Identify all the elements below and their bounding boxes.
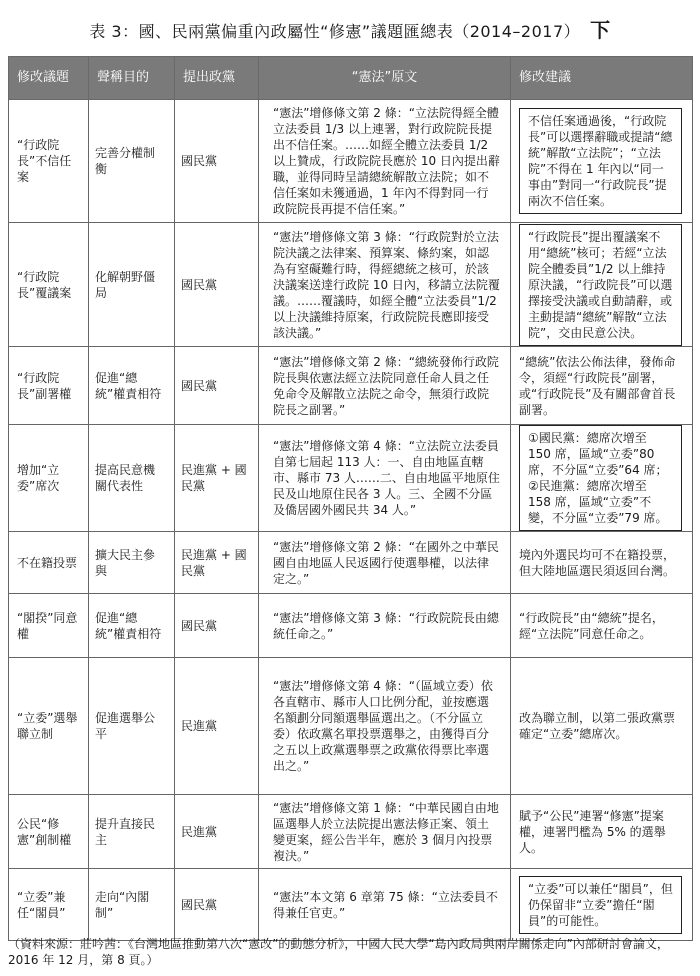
original-cell: “憲法”增修條文第 2 條：“在國外之中華民國自由地區人民返國行使選舉權，以法律定之。” [259, 532, 511, 594]
table-row [9, 347, 693, 425]
proposal-box: “行政院長”提出覆議案不用“總統”核可；若經“立法院全體委員”1/2 以上維持原決議，“行政院長”可以選擇接受決議或自動請辭，或主動提請“總統”解散“立法院”，交由民意公決。 [519, 224, 682, 346]
proposal-cell: 賦予“公民”連署“修憲”提案權，連署門檻為 5% 的選舉人。 [511, 795, 693, 869]
proposal-cell [511, 869, 693, 941]
header-row [9, 57, 693, 100]
proposal-box: ①國民黨：總席次增至 150 席，區域“立委”80 席，不分區“立委”64 席；②民進黨：總席次增至 158 席，區域“立委”不變，不分區“立委”79 席。 [519, 425, 682, 531]
table-row [9, 658, 693, 795]
header-party: 提出政黨 [175, 57, 259, 100]
party-cell: 國民黨 [175, 869, 259, 941]
original-cell: “憲法”增修條文第 3 條：“行政院對於立法院決議之法律案、預算案、條約案，如認為有窒礙難行時，得經總統之核可，於該決議案送達行政院 10 日內，移請立法院覆議。……覆議時，如經全體“立法委員”1/2 以上決議維持原案，行政院院長應即接受該決議。” [259, 223, 511, 347]
original-cell: “憲法”增修條文第 4 條：“（區域立委）依各直轄市、縣市人口比例分配，並按應選名額劃分同額選舉區選出之。（不分區立委）依政黨名單投票選舉之，由獲得百分之五以上政黨選舉票之政黨依得票比率選出之。” [259, 658, 511, 795]
purpose-cell: 擴大民主參與 [89, 532, 175, 594]
table-row [9, 223, 693, 347]
proposal-cell: “總統”依法公佈法律，發佈命令，須經“行政院長”副署，或“行政院長”及有關部會首長副署。 [511, 347, 693, 425]
amendment-table [8, 56, 693, 941]
purpose-cell: 提高民意機關代表性 [89, 425, 175, 532]
original-cell: “憲法”增修條文第 2 條：“總統發佈行政院院長與依憲法經立法院同意任命人員之任免命令及解散立法院之命令，無須行政院院長之副署。” [259, 347, 511, 425]
proposal-cell [511, 100, 693, 223]
proposal-cell: “行政院長”由“總統”提名，經“立法院”同意任命之。 [511, 594, 693, 658]
original-cell: “憲法”增修條文第 2 條：“立法院得經全體立法委員 1/3 以上連署，對行政院院長提出不信任案。……如經全體立法委員 1/2 以上贊成，行政院院長應於 10 日內提出辭職，並得同時呈請總統解散立法院；如不信任案如未獲通過，1 年內不得對同一行政院院長再提不信任案。” [259, 100, 511, 223]
header-original: “憲法”原文 [259, 57, 511, 100]
original-cell: “憲法”本文第 6 章第 75 條：“立法委員不得兼任官吏。” [259, 869, 511, 941]
original-cell: “憲法”增修條文第 4 條：“立法院立法委員自第七屆起 113 人：一、自由地區直轄市、縣市 73 人……二、自由地區平地原住民及山地原住民各 3 人。三、全國不分區及僑居國外國民共 34 人。” [259, 425, 511, 532]
proposal-cell [511, 425, 693, 532]
purpose-cell: 促進選舉公平 [89, 658, 175, 795]
party-cell: 國民黨 [175, 594, 259, 658]
topic-cell: 增加“立委”席次 [9, 425, 89, 532]
table-title-suffix: 下 [590, 18, 611, 42]
proposal-cell: 改為聯立制，以第二張政黨票確定“立委”總席次。 [511, 658, 693, 795]
purpose-cell: 促進“總統”權責相符 [89, 347, 175, 425]
purpose-cell: 提升直接民主 [89, 795, 175, 869]
party-cell: 民進黨 + 國民黨 [175, 532, 259, 594]
topic-cell: “立委”選舉聯立制 [9, 658, 89, 795]
table-row [9, 795, 693, 869]
source-note: （資料來源：莊吟茜：《台灣地區推動第八次“憲改”的動態分析》，中國人民大學“島內政局與兩岸關係走向”內部研討會論文，2016 年 12 月，第 8 頁。） [8, 937, 669, 967]
topic-cell: “行政院長”覆議案 [9, 223, 89, 347]
topic-cell: “行政院長”副署權 [9, 347, 89, 425]
purpose-cell: 化解朝野僵局 [89, 223, 175, 347]
header-proposal: 修改建議 [511, 57, 693, 100]
table-row [9, 425, 693, 532]
original-cell: “憲法”增修條文第 3 條：“行政院院長由總統任命之。” [259, 594, 511, 658]
table-row [9, 594, 693, 658]
purpose-cell: 走向“內閣制” [89, 869, 175, 941]
topic-cell: “立委”兼任“閣員” [9, 869, 89, 941]
proposal-box: “立委”可以兼任“閣員”，但仍保留非“立委”擔任“閣員”的可能性。 [519, 876, 682, 934]
party-cell: 國民黨 [175, 100, 259, 223]
party-cell: 國民黨 [175, 347, 259, 425]
proposal-cell: 境內外選民均可不在籍投票，但大陸地區選民須返回台灣。 [511, 532, 693, 594]
topic-cell: 不在籍投票 [9, 532, 89, 594]
proposal-box: 不信任案通過後，“行政院長”可以選擇辭職或提請“總統”解散“立法院”；“立法院”不得在 1 年內以“同一事由”對同一“行政院長”提兩次不信任案。 [519, 108, 682, 214]
header-purpose: 聲稱目的 [89, 57, 175, 100]
party-cell: 民進黨 + 國民黨 [175, 425, 259, 532]
party-cell: 民進黨 [175, 658, 259, 795]
original-cell: “憲法”增修條文第 1 條：“中華民國自由地區選舉人於立法院提出憲法修正案、領土變更案，經公告半年，應於 3 個月內投票複決。” [259, 795, 511, 869]
proposal-cell [511, 223, 693, 347]
party-cell: 民進黨 [175, 795, 259, 869]
table-title-text: 表 3：國、民兩黨偏重內政屬性“修憲”議題匯總表（2014–2017） [89, 22, 581, 41]
topic-cell: “閣揆”同意權 [9, 594, 89, 658]
purpose-cell: 促進“總統”權責相符 [89, 594, 175, 658]
topic-cell: 公民“修憲”創制權 [9, 795, 89, 869]
table-row [9, 532, 693, 594]
purpose-cell: 完善分權制衡 [89, 100, 175, 223]
header-topic: 修改議題 [9, 57, 89, 100]
topic-cell: “行政院長”不信任案 [9, 100, 89, 223]
table-row [9, 100, 693, 223]
table-row [9, 869, 693, 941]
party-cell: 國民黨 [175, 223, 259, 347]
table-title [0, 14, 700, 43]
